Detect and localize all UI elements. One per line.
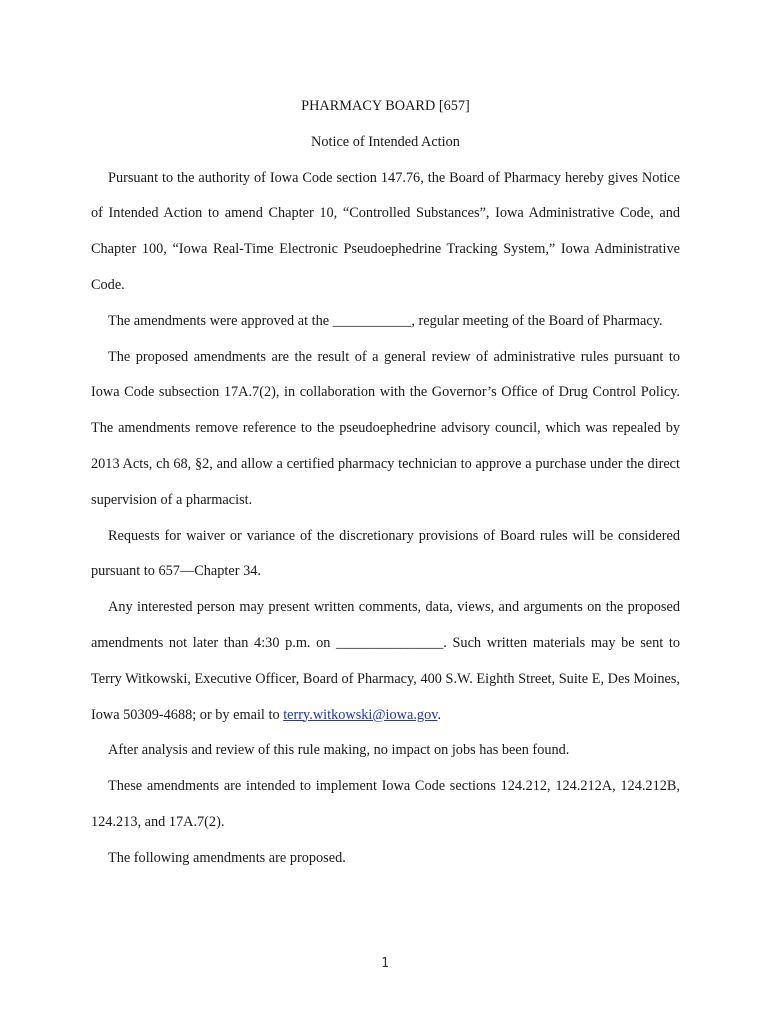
paragraph-implementation: These amendments are intended to implement Iowa Code sections 124.212, 124.212A, 124.212B, 124.213, and 17A.7(2). [91,778,680,830]
email-link[interactable]: terry.witkowski@iowa.gov [283,706,438,723]
paragraph-comments-end: . [437,706,442,723]
paragraph-proposed: The following amendments are proposed. [108,849,346,866]
document-body [91,89,680,877]
paragraph-comments [91,590,680,733]
paragraph-jobs-impact: After analysis and review of this rule making, no impact on jobs has been found. [108,742,570,759]
notice-heading: Notice of Intended Action [311,133,460,150]
paragraph-approval: The amendments were approved at the ___________, regular meeting of the Board of Pharmacy. [108,312,663,329]
paragraph-comments-text: Any interested person may present written comments, data, views, and arguments on the proposed amendments not later than 4:30 p.m. on _______________. Such written materials may be sent to Terry Witkowski, Executive Officer, Board of Pharmacy, 400 S.W. Eighth Street, Suite E, Des Moines, Iowa 50309-4688; or by email to [91,599,680,723]
agency-heading: PHARMACY BOARD [657] [301,98,470,114]
paragraph-waiver: Requests for waiver or variance of the discretionary provisions of Board rules will be considered pursuant to 657—Chapter 34. [91,527,680,580]
paragraph-authority: Pursuant to the authority of Iowa Code section 147.76, the Board of Pharmacy hereby gives Notice of Intended Action to amend Chapter 10, “Controlled Substances”, Iowa Administrative Code, and Chapter 100, “Iowa Real-Time Electronic Pseudoephedrine Tracking System,” Iowa Administrative Code. [91,169,680,293]
paragraph-purpose: The proposed amendments are the result of a general review of administrative rules pursuant to Iowa Code subsection 17A.7(2), in collaboration with the Governor’s Office of Drug Control Policy. The amendments remove reference to the pseudoephedrine advisory council, which was repealed by 2013 Acts, ch 68, §2, and allow a certified pharmacy technician to approve a purchase under the direct supervision of a pharmacist. [91,348,680,508]
page-number: 1 [381,956,389,971]
